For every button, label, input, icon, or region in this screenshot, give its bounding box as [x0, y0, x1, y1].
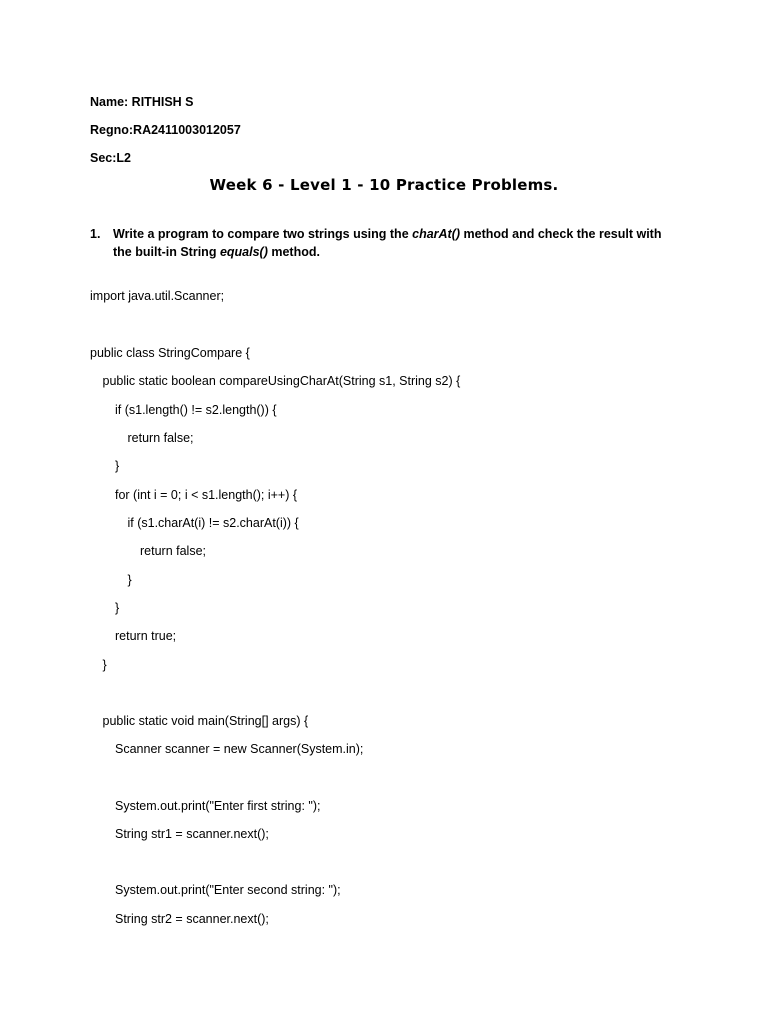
- code-line: System.out.print("Enter second string: ");: [115, 883, 341, 897]
- code-line: for (int i = 0; i < s1.length(); i++) {: [115, 488, 298, 502]
- code-line: public static void main(String[] args) {: [102, 714, 309, 728]
- student-section: Sec:L2: [90, 151, 131, 165]
- code-line: }: [115, 601, 120, 615]
- code-line: if (s1.charAt(i) != s2.charAt(i)) {: [127, 516, 299, 530]
- code-line: Scanner scanner = new Scanner(System.in);: [115, 742, 364, 756]
- code-line: System.out.print("Enter first string: ");: [115, 799, 321, 813]
- question-text-part2: method and check the result with the built-in String: [113, 227, 662, 259]
- code-line: String str2 = scanner.next();: [115, 912, 269, 926]
- question-text-part1: Write a program to compare two strings using the: [113, 227, 413, 241]
- code-line: if (s1.length() != s2.length()) {: [115, 403, 277, 417]
- code-line: }: [115, 459, 120, 473]
- student-regno: Regno:RA2411003012057: [90, 123, 241, 137]
- code-line: return false;: [127, 431, 194, 445]
- question-text-part3: method.: [267, 245, 320, 259]
- document-title: Week 6 - Level 1 - 10 Practice Problems.: [209, 176, 559, 194]
- code-line: import java.util.Scanner;: [90, 289, 225, 303]
- code-line: public static boolean compareUsingCharAt(String s1, String s2) {: [102, 374, 461, 388]
- code-line: }: [102, 658, 107, 672]
- code-line: return true;: [115, 629, 177, 643]
- code-line: public class StringCompare {: [90, 346, 250, 360]
- student-name: Name: RITHISH S: [90, 95, 194, 109]
- code-line: return false;: [140, 544, 207, 558]
- code-line: String str1 = scanner.next();: [115, 827, 269, 841]
- question-method-charat: charAt(): [412, 227, 461, 241]
- question-number: 1.: [90, 227, 101, 241]
- question-method-equals: equals(): [219, 245, 268, 259]
- code-line: }: [127, 573, 132, 587]
- question-text: [113, 225, 678, 261]
